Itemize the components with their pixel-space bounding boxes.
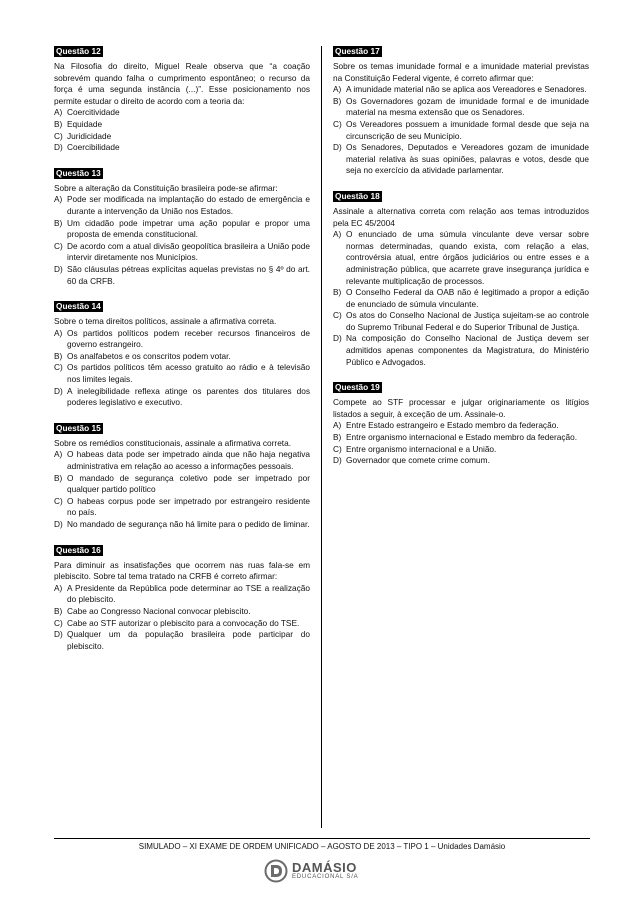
option-text: A imunidade material não se aplica aos Vereadores e Senadores.	[346, 84, 587, 95]
option-text: São cláusulas pétreas explícitas aquelas previstas no § 4º do art. 60 da CRFB.	[67, 263, 310, 286]
question-19	[333, 382, 589, 467]
question-header: Questão 13	[56, 167, 101, 178]
option-text: O habeas data pode ser impetrado ainda que não haja negativa administrativa em relação ao acesso a informações pessoais.	[67, 449, 310, 472]
option-a	[54, 583, 310, 606]
option-letter: C)	[333, 118, 342, 129]
logo-emblem-icon	[264, 859, 288, 883]
option-text: Um cidadão pode impetrar uma ação popular e propor uma proposta de emenda constitucional.	[67, 217, 310, 240]
question-header: Questão 15	[56, 422, 101, 433]
option-a	[333, 229, 589, 287]
option-letter: A)	[333, 84, 342, 95]
option-text: Os analfabetos e os conscritos podem votar.	[67, 350, 231, 361]
option-b	[54, 351, 310, 363]
option-b	[54, 606, 310, 618]
option-a	[333, 420, 589, 432]
option-text: Os atos do Conselho Nacional de Justiça sujeitam-se ao controle do Supremo Tribunal Federal e do Superior Tribunal de Justiça.	[346, 310, 589, 332]
option-text: Governador que comete crime comum.	[346, 455, 490, 466]
option-d	[54, 519, 310, 531]
option-c	[54, 241, 310, 264]
question-header: Questão 17	[335, 46, 380, 56]
question-12	[54, 46, 310, 154]
option-letter: B)	[333, 432, 342, 443]
question-stem: Compete ao STF processar e julgar originariamente os litígios listados a seguir, à exceção de um. Assinale-o.	[333, 397, 589, 419]
option-d	[54, 142, 310, 154]
option-a	[54, 194, 310, 217]
option-text: Juridicidade	[67, 130, 112, 141]
option-letter: B)	[333, 287, 342, 298]
option-b	[54, 473, 310, 496]
option-c	[54, 131, 310, 143]
footer-text: SIMULADO – XI EXAME DE ORDEM UNIFICADO – AGOSTO DE 2013 – TIPO 1 – Unidades Damásio	[138, 842, 506, 851]
question-15	[54, 423, 310, 531]
option-letter: A)	[54, 194, 63, 205]
damasio-logo	[264, 856, 384, 886]
option-c	[54, 496, 310, 519]
option-text: De acordo com a atual divisão geopolítica brasileira a União pode intervir diretamente nos Municípios.	[67, 240, 310, 263]
option-d	[54, 629, 310, 652]
option-letter: B)	[54, 605, 63, 616]
option-d	[333, 455, 589, 467]
option-b	[333, 432, 589, 444]
option-text: Entre organismo internacional e a União.	[346, 443, 497, 454]
left-column	[54, 46, 310, 666]
option-letter: A)	[54, 107, 63, 118]
option-text: Os Governadores gozam de imunidade formal e de imunidade material na mesma extensão que os Senadores.	[346, 95, 589, 118]
question-stem: Na Filosofia do direito, Miguel Reale observa que “a coação sobrevém quando falha o cumprimento espontâneo; o recurso da força é uma segunda instância (...)”. Esse posicionamento nos permite estudar o direito de acordo com a teoria da:	[54, 61, 310, 106]
question-stem: Sobre a alteração da Constituição brasileira pode-se afirmar:	[54, 182, 278, 193]
option-text: A inelegibilidade reflexa atinge os parentes dos titulares dos poderes legislativo e executivo.	[67, 385, 310, 408]
option-letter: C)	[333, 310, 342, 321]
option-c	[54, 618, 310, 630]
question-stem: Para diminuir as insatisfações que ocorrem nas ruas fala-se em plebiscito. Sobre tal tema tratado na CRFB é correto afirmar:	[54, 559, 310, 582]
option-text: Qualquer um da população brasileira pode participar do plebiscito.	[67, 629, 310, 651]
option-b	[54, 218, 310, 241]
option-letter: B)	[54, 118, 63, 129]
option-letter: A)	[333, 420, 342, 431]
question-17	[333, 46, 589, 177]
option-d	[54, 264, 310, 287]
option-letter: A)	[54, 327, 63, 338]
option-text: Coercibilidade	[67, 142, 120, 153]
logo-name: DAMÁSIO	[292, 860, 357, 875]
column-divider	[321, 46, 322, 828]
option-text: Cabe ao Congresso Nacional convocar plebiscito.	[67, 605, 251, 616]
option-letter: B)	[54, 350, 63, 361]
option-text: Os Vereadores possuem a imunidade formal desde que seja na circunscrição de seu Município.	[346, 118, 589, 141]
option-text: Os partidos políticos podem receber recursos financeiros de governo estrangeiro.	[67, 327, 310, 350]
option-letter: D)	[333, 142, 342, 153]
option-letter: C)	[333, 443, 342, 454]
option-text: Pode ser modificada na implantação do estado de emergência e durante a intervenção da União nos Estados.	[67, 194, 310, 216]
option-c	[333, 310, 589, 333]
option-letter: C)	[54, 130, 63, 141]
option-letter: A)	[54, 449, 63, 460]
question-header: Questão 19	[335, 382, 380, 393]
footer-divider	[54, 838, 590, 839]
option-letter: B)	[54, 217, 63, 228]
option-b	[333, 287, 589, 310]
question-stem: Sobre os remédios constitucionais, assinale a afirmativa correta.	[54, 437, 292, 448]
option-text: O mandado de segurança coletivo pode ser impetrado por qualquer partido político	[67, 472, 310, 495]
right-column	[333, 46, 589, 481]
option-text: Os Senadores, Deputados e Vereadores gozam de imunidade material relativa às suas opiniões, palavras e votos, desde que seja no exercício da atividade parlamentar.	[346, 142, 589, 176]
option-text: Entre Estado estrangeiro e Estado membro da federação.	[346, 420, 559, 431]
option-letter: D)	[54, 385, 63, 396]
question-header: Questão 12	[56, 46, 101, 56]
option-text: O Conselho Federal da OAB não é legitimado a propor a edição de enunciado de súmula vinculante.	[346, 287, 589, 309]
option-letter: C)	[54, 362, 63, 373]
option-text: No mandado de segurança não há limite para o pedido de liminar.	[67, 519, 310, 529]
question-header: Questão 18	[335, 190, 380, 201]
option-a	[333, 84, 589, 96]
question-header: Questão 16	[56, 544, 101, 555]
option-b	[333, 96, 589, 119]
logo-subtitle: EDUCACIONAL S/A	[292, 874, 359, 880]
option-letter: A)	[333, 229, 342, 240]
option-text: Cabe ao STF autorizar o plebiscito para a convocação do TSE.	[67, 617, 300, 628]
option-d	[333, 142, 589, 177]
option-c	[333, 119, 589, 142]
option-a	[54, 107, 310, 119]
question-stem: Assinale a alternativa correta com relação aos temas introduzidos pela EC 45/2004	[333, 205, 589, 228]
option-text: O habeas corpus pode ser impetrado por estrangeiro residente no país.	[67, 495, 310, 518]
option-letter: B)	[333, 95, 342, 106]
option-text: Na composição do Conselho Nacional de Justiça devem ser admitidos apenas componentes da Magistratura, do Ministério Público e Advogados.	[346, 333, 589, 367]
option-letter: A)	[54, 582, 63, 593]
question-stem: Sobre o tema direitos políticos, assinale a afirmativa correta.	[54, 316, 277, 327]
question-stem: Sobre os temas imunidade formal e a imunidade material previstas na Constituição Federal vigente, é correto afirmar que:	[333, 61, 589, 83]
option-letter: D)	[54, 142, 63, 153]
option-letter: D)	[54, 629, 63, 640]
option-c	[54, 362, 310, 385]
option-letter: C)	[54, 240, 63, 251]
option-text: Equidade	[67, 118, 103, 129]
question-16	[54, 545, 310, 653]
option-a	[54, 328, 310, 351]
option-text: Coercitividade	[67, 107, 120, 118]
option-text: Entre organismo internacional e Estado membro da federação.	[346, 432, 578, 443]
option-b	[54, 119, 310, 131]
option-c	[333, 444, 589, 456]
option-letter: D)	[333, 455, 342, 466]
option-letter: C)	[54, 495, 63, 506]
option-letter: D)	[54, 519, 63, 529]
question-13	[54, 168, 310, 287]
question-14	[54, 301, 310, 409]
logo-text	[292, 861, 358, 881]
question-18	[333, 191, 589, 368]
option-d	[54, 386, 310, 409]
option-d	[333, 333, 589, 368]
option-letter: B)	[54, 472, 63, 483]
option-letter: D)	[333, 333, 342, 344]
option-text: O enunciado de uma súmula vinculante deve versar sobre normas determinadas, quando exista, com relação a elas, controvérsia atual, entre órgãos judiciários ou entre esses e a administração pública, que acarrete grave insegurança jurídica e relevante multiplicação de processos.	[346, 229, 589, 286]
option-text: A Presidente da República pode determinar ao TSE a realização do plebiscito.	[67, 582, 310, 605]
question-header: Questão 14	[56, 301, 101, 312]
option-letter: C)	[54, 617, 63, 628]
option-letter: D)	[54, 263, 63, 274]
option-a	[54, 449, 310, 472]
option-text: Os partidos políticos têm acesso gratuito ao rádio e à televisão nos limites legais.	[67, 362, 310, 385]
